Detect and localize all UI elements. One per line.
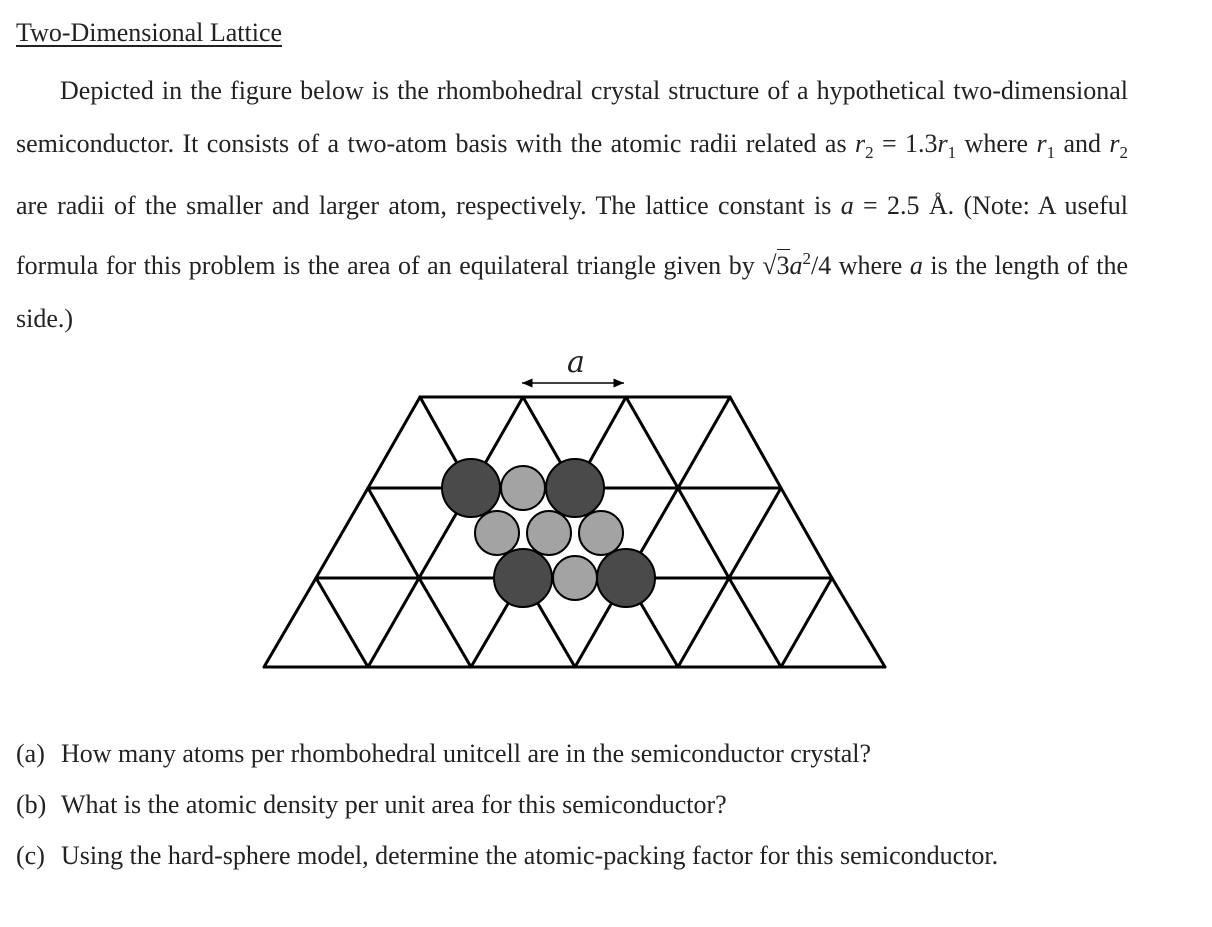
math-a: a (840, 191, 854, 220)
math-subscript: 2 (865, 143, 874, 162)
lattice-edge-line (316, 578, 368, 667)
lattice-diagram (250, 340, 900, 680)
math-r2: r (1109, 129, 1120, 158)
small-atom (501, 466, 545, 510)
large-atom (494, 549, 552, 607)
lattice-edge-line (729, 488, 781, 578)
small-atom (475, 511, 519, 555)
math-r2: r (854, 129, 866, 158)
atom-basis (442, 459, 655, 607)
question-list (16, 728, 1176, 881)
text-segment: is the length of the side.) (16, 251, 1128, 333)
question-text: How many atoms per rhombohedral unitcell are in the semiconductor crystal? (61, 739, 872, 768)
text-segment: = 1.3 (873, 129, 938, 158)
text-segment: /4 where (811, 251, 910, 280)
lattice-edge-line (781, 488, 832, 578)
question-a (16, 728, 1176, 779)
question-text: Using the hard-sphere model, determine the atomic-packing factor for this semiconductor. (61, 841, 999, 870)
math-a: a (909, 251, 923, 280)
text-segment: where (956, 129, 1037, 158)
lattice-edge-line (419, 578, 471, 667)
large-atom (546, 459, 604, 517)
lattice-edge-line (729, 578, 781, 667)
math-r1: r (937, 129, 948, 158)
question-label: (b) (16, 790, 47, 819)
lattice-edge-line (832, 578, 885, 667)
text-segment: = 2.5 Å. (Note: A useful formula for this problem is the area of an equilateral triangle given by √ (16, 191, 1129, 280)
question-c (16, 830, 1176, 881)
math-superscript: 2 (802, 249, 811, 268)
text-segment: Depicted in the figure below is the rhombohedral crystal structure of a hypothetical two-dimensional semiconductor. It consists of a two-atom basis with the atomic radii related as (16, 76, 1128, 158)
math-subscript: 1 (947, 143, 957, 162)
text-segment: and (1055, 129, 1110, 158)
lattice-figure (250, 340, 900, 680)
section-title: Two-Dimensional Lattice (16, 18, 283, 47)
lattice-edge-line (730, 397, 781, 488)
lattice-edge-line (626, 397, 678, 488)
question-label: (c) (16, 841, 45, 870)
lattice-edge-line (678, 578, 729, 667)
math-sqrt-arg: 3 (776, 251, 790, 280)
lattice-edge-line (316, 488, 368, 578)
lattice-edge-line (368, 488, 419, 578)
lattice-edge-line (781, 578, 832, 667)
large-atom (442, 459, 500, 517)
lattice-edge-line (368, 397, 420, 488)
large-atom (597, 549, 655, 607)
math-r1: r (1036, 129, 1047, 158)
lattice-edge-line (368, 578, 419, 667)
math-subscript: 2 (1119, 143, 1129, 162)
question-b (16, 779, 1176, 830)
lattice-edge-line (678, 488, 729, 578)
small-atom (579, 511, 623, 555)
problem-statement (16, 64, 1128, 345)
lattice-edge-line (678, 397, 730, 488)
lattice-constant-label: a (567, 345, 585, 380)
math-subscript: 1 (1046, 143, 1056, 162)
small-atom (553, 556, 597, 600)
lattice-edge-line (264, 578, 316, 667)
question-text: What is the atomic density per unit area for this semiconductor? (61, 790, 727, 819)
lattice-grid (264, 397, 885, 667)
text-segment: are radii of the smaller and larger atom, respectively. The lattice constant is (16, 191, 841, 220)
question-label: (a) (16, 739, 45, 768)
small-atom (527, 511, 571, 555)
math-a: a (789, 251, 803, 280)
